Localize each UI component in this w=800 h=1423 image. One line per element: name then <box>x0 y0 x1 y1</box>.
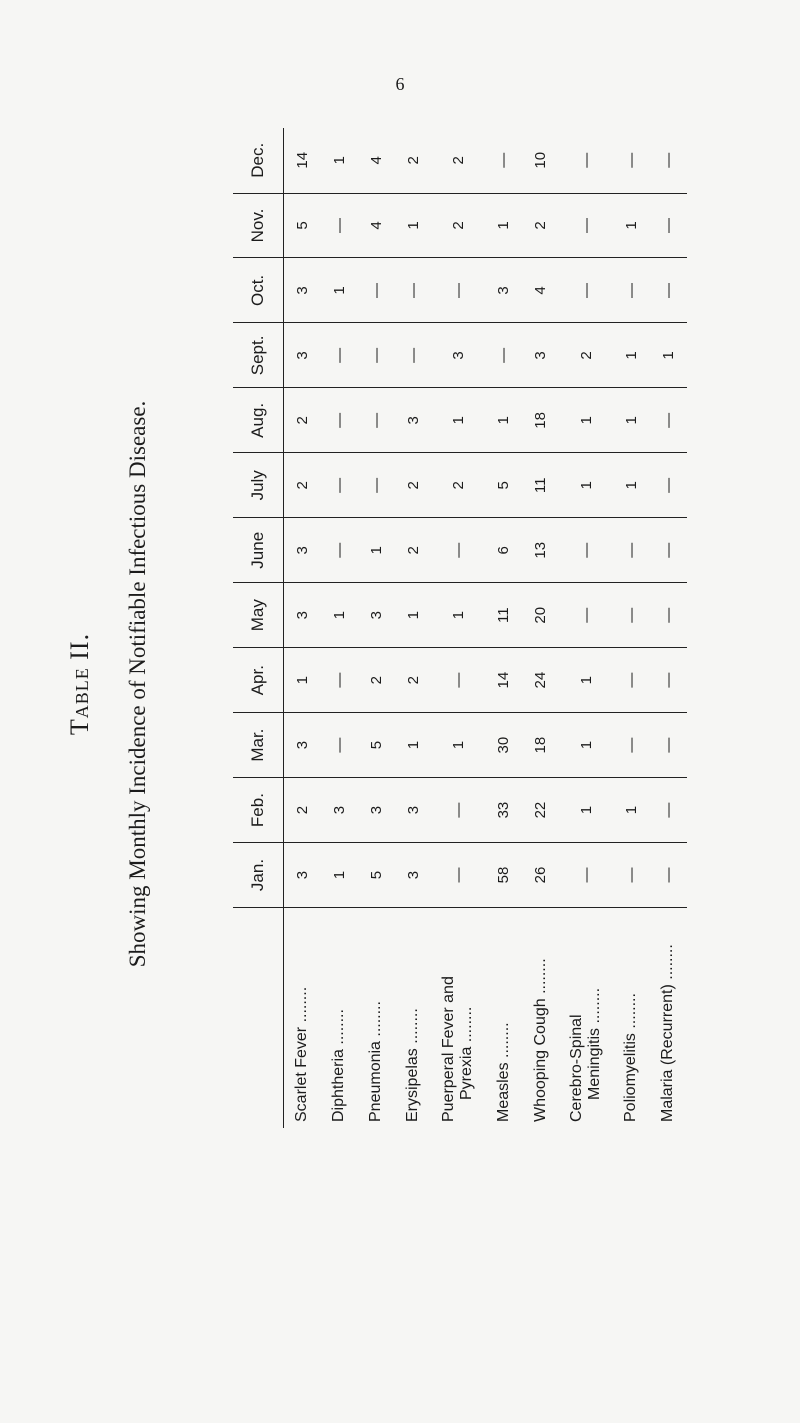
count-cell: 26 <box>522 843 559 908</box>
disease-name-cell <box>321 908 358 1129</box>
count-cell: 30 <box>485 713 522 778</box>
count-cell: 1 <box>321 128 358 193</box>
count-cell: 1 <box>650 323 687 388</box>
disease-name: Measles ........ <box>494 1022 512 1122</box>
count-cell: 14 <box>284 128 321 193</box>
count-cell: 2 <box>522 193 559 258</box>
table-row <box>559 128 613 1128</box>
count-cell: 6 <box>485 518 522 583</box>
count-cell: 1 <box>559 648 613 713</box>
count-cell: 1 <box>613 193 650 258</box>
table-row <box>613 128 650 1128</box>
count-cell: 1 <box>395 713 432 778</box>
count-cell: 3 <box>284 583 321 648</box>
count-cell: 3 <box>432 323 486 388</box>
count-cell: — <box>358 453 395 518</box>
month-header: Jan. <box>233 843 284 908</box>
count-cell: 22 <box>522 778 559 843</box>
count-cell: 14 <box>485 648 522 713</box>
count-cell: — <box>321 388 358 453</box>
count-cell: — <box>485 323 522 388</box>
month-header: Oct. <box>233 258 284 323</box>
count-cell: — <box>321 453 358 518</box>
count-cell: 2 <box>432 128 486 193</box>
month-header: Apr. <box>233 648 284 713</box>
count-cell: — <box>432 778 486 843</box>
month-header-row <box>233 128 284 1128</box>
count-cell: — <box>485 128 522 193</box>
count-cell: — <box>321 193 358 258</box>
disease-name-cell <box>559 908 613 1129</box>
month-header: May <box>233 583 284 648</box>
disease-name: Erysipelas ........ <box>404 1008 422 1122</box>
count-cell: 2 <box>559 323 613 388</box>
count-cell: — <box>321 648 358 713</box>
month-header: Nov. <box>233 193 284 258</box>
disease-name-cell <box>613 908 650 1129</box>
count-cell: 1 <box>485 193 522 258</box>
count-cell: — <box>613 843 650 908</box>
count-cell: — <box>650 648 687 713</box>
count-cell: 11 <box>485 583 522 648</box>
count-cell: — <box>613 583 650 648</box>
count-cell: 3 <box>358 583 395 648</box>
count-cell: 1 <box>432 583 486 648</box>
count-cell: — <box>559 193 613 258</box>
table-frame <box>233 128 800 1122</box>
count-cell: 1 <box>432 713 486 778</box>
count-cell: 2 <box>284 388 321 453</box>
count-cell: 4 <box>358 193 395 258</box>
count-cell: 24 <box>522 648 559 713</box>
count-cell: 3 <box>395 388 432 453</box>
disease-name: Puerperal Fever and <box>440 976 458 1122</box>
disease-name: Cerebro-Spinal <box>568 1014 586 1122</box>
disease-name-cell <box>358 908 395 1129</box>
count-cell: 3 <box>284 713 321 778</box>
disease-name-cell <box>650 908 687 1129</box>
count-cell: — <box>395 323 432 388</box>
count-cell: 1 <box>358 518 395 583</box>
count-cell: 2 <box>395 128 432 193</box>
count-cell: 1 <box>432 388 486 453</box>
count-cell: 2 <box>395 648 432 713</box>
count-cell: 1 <box>284 648 321 713</box>
table-row <box>395 128 432 1128</box>
count-cell: 5 <box>284 193 321 258</box>
table-caption: Table II. <box>65 632 94 736</box>
count-cell: 4 <box>522 258 559 323</box>
count-cell: 10 <box>522 128 559 193</box>
count-cell: — <box>358 258 395 323</box>
table-row <box>650 128 687 1128</box>
count-cell: — <box>358 388 395 453</box>
count-cell: 1 <box>613 323 650 388</box>
count-cell: — <box>650 843 687 908</box>
count-cell: 1 <box>321 843 358 908</box>
count-cell: — <box>432 843 486 908</box>
month-header: Dec. <box>233 128 284 193</box>
count-cell: — <box>395 258 432 323</box>
count-cell: — <box>650 193 687 258</box>
disease-name-cell <box>485 908 522 1129</box>
month-header: Mar. <box>233 713 284 778</box>
count-cell: 3 <box>522 323 559 388</box>
count-cell: 2 <box>432 453 486 518</box>
table-row <box>321 128 358 1128</box>
page-number: 6 <box>395 74 405 94</box>
table-row <box>522 128 559 1128</box>
count-cell: 2 <box>358 648 395 713</box>
count-cell: — <box>650 388 687 453</box>
count-cell: 1 <box>613 778 650 843</box>
count-cell: — <box>613 128 650 193</box>
count-cell: — <box>650 713 687 778</box>
count-cell: — <box>650 583 687 648</box>
count-cell: 1 <box>321 583 358 648</box>
count-cell: — <box>613 258 650 323</box>
disease-name: Whooping Cough ........ <box>531 958 549 1122</box>
count-cell: 4 <box>358 128 395 193</box>
count-cell: 13 <box>522 518 559 583</box>
count-cell: 2 <box>284 453 321 518</box>
count-cell: 3 <box>284 323 321 388</box>
count-cell: 2 <box>395 518 432 583</box>
count-cell: — <box>650 453 687 518</box>
count-cell: — <box>650 518 687 583</box>
month-header: June <box>233 518 284 583</box>
table-row <box>485 128 522 1128</box>
count-cell: — <box>613 518 650 583</box>
count-cell: 18 <box>522 713 559 778</box>
count-cell: 1 <box>321 258 358 323</box>
disease-name-continued: Meningitis ........ <box>586 987 604 1100</box>
count-cell: — <box>559 128 613 193</box>
count-cell: — <box>559 843 613 908</box>
count-cell: — <box>432 518 486 583</box>
table-row <box>358 128 395 1128</box>
disease-name: Poliomyelitis ........ <box>622 993 640 1122</box>
count-cell: 3 <box>395 843 432 908</box>
table-title-block <box>60 84 170 1284</box>
count-cell: 1 <box>559 453 613 518</box>
count-cell: 1 <box>559 713 613 778</box>
incidence-table <box>233 128 687 1128</box>
count-cell: 3 <box>321 778 358 843</box>
count-cell: — <box>432 648 486 713</box>
month-header: July <box>233 453 284 518</box>
table-row <box>284 128 321 1128</box>
count-cell: 2 <box>395 453 432 518</box>
count-cell: 33 <box>485 778 522 843</box>
disease-name-continued: Pyrexia ........ <box>458 1006 476 1100</box>
disease-name-cell <box>432 908 486 1129</box>
count-cell: — <box>650 258 687 323</box>
count-cell: 3 <box>395 778 432 843</box>
disease-name-cell <box>284 908 321 1129</box>
month-header: Aug. <box>233 388 284 453</box>
table-row <box>432 128 486 1128</box>
count-cell: 5 <box>485 453 522 518</box>
disease-name-cell <box>522 908 559 1129</box>
corner-cell <box>233 908 284 1129</box>
count-cell: 1 <box>395 193 432 258</box>
count-cell: — <box>321 323 358 388</box>
table-subtitle: Showing Monthly Incidence of Notifiable Infectious Disease. <box>125 400 150 968</box>
count-cell: 2 <box>432 193 486 258</box>
count-cell: 11 <box>522 453 559 518</box>
count-cell: 58 <box>485 843 522 908</box>
month-header: Feb. <box>233 778 284 843</box>
table-body <box>284 128 688 1128</box>
count-cell: 3 <box>485 258 522 323</box>
count-cell: — <box>650 128 687 193</box>
disease-name: Scarlet Fever ........ <box>293 986 311 1122</box>
count-cell: 5 <box>358 713 395 778</box>
count-cell: 1 <box>485 388 522 453</box>
count-cell: — <box>559 258 613 323</box>
disease-name: Diphtheria ........ <box>330 1009 348 1122</box>
count-cell: 3 <box>284 843 321 908</box>
count-cell: 1 <box>559 388 613 453</box>
count-cell: — <box>321 518 358 583</box>
count-cell: — <box>321 713 358 778</box>
month-header: Sept. <box>233 323 284 388</box>
count-cell: — <box>559 583 613 648</box>
count-cell: — <box>559 518 613 583</box>
count-cell: 3 <box>358 778 395 843</box>
count-cell: 3 <box>284 258 321 323</box>
count-cell: 1 <box>613 453 650 518</box>
disease-name: Pneumonia ........ <box>367 1001 385 1122</box>
count-cell: — <box>613 713 650 778</box>
disease-name: Malaria (Recurrent) ........ <box>659 944 677 1122</box>
count-cell: — <box>613 648 650 713</box>
count-cell: 1 <box>613 388 650 453</box>
count-cell: 2 <box>284 778 321 843</box>
count-cell: 20 <box>522 583 559 648</box>
count-cell: 1 <box>559 778 613 843</box>
count-cell: 5 <box>358 843 395 908</box>
count-cell: 1 <box>395 583 432 648</box>
count-cell: 3 <box>284 518 321 583</box>
count-cell: — <box>358 323 395 388</box>
count-cell: — <box>650 778 687 843</box>
count-cell: 18 <box>522 388 559 453</box>
count-cell: — <box>432 258 486 323</box>
disease-name-cell <box>395 908 432 1129</box>
